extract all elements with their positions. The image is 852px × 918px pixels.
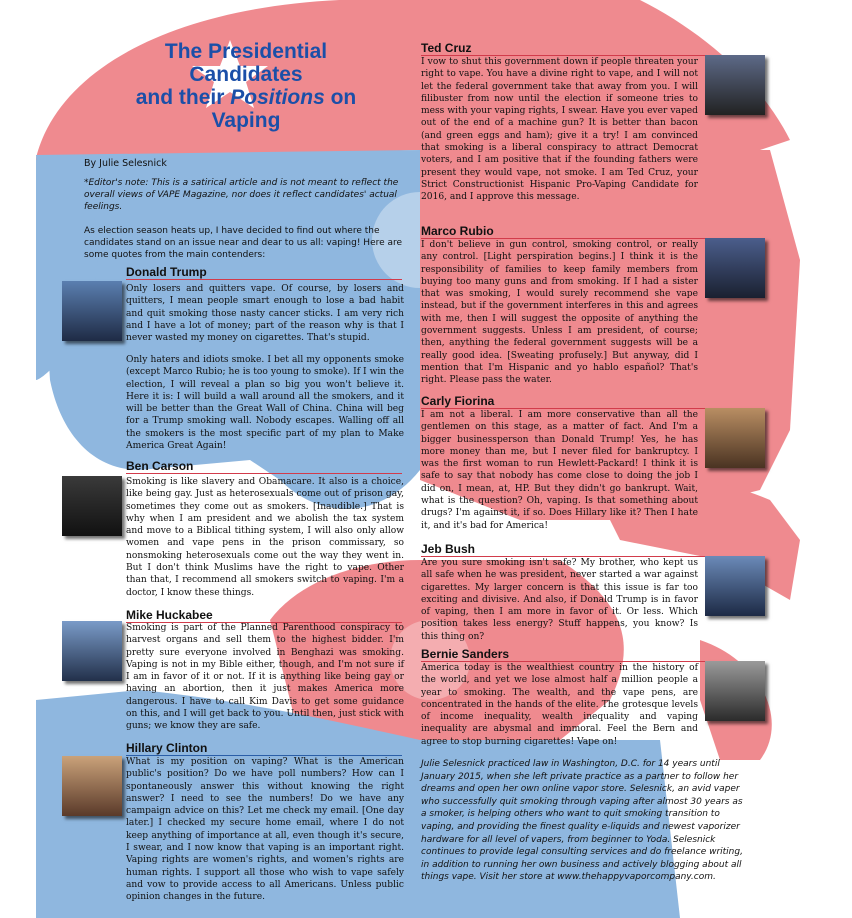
candidate-name-sanders: Bernie Sanders <box>421 648 764 662</box>
article-title <box>96 40 396 132</box>
cruz-quote: I vow to shut this government down if people threaten your right to vape. You have a divine right to vape, and I will not let the federal government take that away from you. I will filibuster from now until the election if someone tries to mess with your vaping rights, I swear. Have you ever vaped out of the end of a machine gun? It is better than bacon (and green eggs and ham); give it a try! I am convinced that smoking is a liberal conspiracy to attract Democrat voters, and I am positive that if the founding fathers were present they would vape, not smoke. I am Ted Cruz, your Strict Constructionist Hispanic Pro-Vaping Candidate for 2016, and I approve this message. <box>421 57 698 203</box>
byline: By Julie Selesnick <box>84 158 167 169</box>
candidate-name-fiorina: Carly Fiorina <box>421 395 764 409</box>
rubio-photo <box>705 238 765 298</box>
clinton-photo <box>62 756 122 816</box>
bush-quote: Are you sure smoking isn't safe? My brother, who kept us all safe when he was president, never started a war against cigarettes. My larger concern is that this issue is far too exciting and divisive. And also, if Donald Trump is in favor of vaping, then I am more in favor of it. Or less. Which position takes less energy? Stuff happens, you know? Is this thing on? <box>421 558 698 642</box>
editor-note: *Editor's note: This is a satirical article and is not meant to reflect the overall views of VAPE Magazine, nor does it reflect candidates' actual feelings. <box>84 178 399 212</box>
huckabee-quote: Smoking is part of the Planned Parenthood conspiracy to harvest organs and sell them to the highest bidder. I'm pretty sure everyone involved in Benghazi was smoking. Vaping is not in my Bible either, though, and I'm not sure if I am in favor of it or not. If it is anything like being gay or having an abortion, then it just makes America more dangerous. I have to call Kim Davis to get some guidance on this, and I will get back to you. Until then, just stick with guns; we know they are safe. <box>126 623 404 732</box>
candidate-name-huckabee: Mike Huckabee <box>126 609 402 623</box>
carson-quote: Smoking is like slavery and Obamacare. It also is a choice, like being gay. Just as heterosexuals come out of prison gay, sometimes they come out as smokers. [Inaudible.] That is why when I am president and we abolish the tax system and move to a Biblical tithing system, I will also only allow women and vape pens in the prison commissary, so nonsmoking heterosexuals come out the way they went in. But I don't think Muslims have the right to vape. Other than that, I recommend all smokers switch to vaping. I'm a doctor, I know these things. <box>126 477 404 598</box>
rubio-quote: I don't believe in gun control, smoking control, or really any control. [Light perspiration begins.] I think it is the responsibility of families to keep family members from buying too many guns and from smoking. If I had a sister that was smoking, I would surely recommend she vape instead, but if the government interferes in this and agrees with me, then I will suggest the opposite of anything the government suggests. Unless I am president, of course; then, anything the federal government suggests will be a really good idea. [Sweating profusely.] But anyway, did I mention that I'm Hispanic and yo hablo español? That's right. Please pass the water. <box>421 240 698 386</box>
candidate-name-carson: Ben Carson <box>126 460 402 474</box>
candidate-name-cruz: Ted Cruz <box>421 42 764 56</box>
trump-quote-1: Only losers and quitters vape. Of course, by losers and quitters, I mean people smart enough to lose a bad habit and quit smoking those nasty cancer sticks. I am very rich and I have a lot of money; part of the reason why is that I never wasted my money on cigarettes. That's stupid. <box>126 284 404 344</box>
sanders-quote: America today is the wealthiest country in the history of the world, and yet we lose almost half a million people a year to smoking. The wealth, and the vape pens, are concentrated in the hands of the elite. The grotesque levels of income inequality, wealth inequality and vaping inequality are abysmal and immoral. Feel the Bern and agree to stop burning cigarettes! Vape on! <box>421 663 698 747</box>
title-line-3: and their Positions on <box>135 86 357 109</box>
fiorina-photo <box>705 408 765 468</box>
title-line-4: Vaping <box>211 109 281 132</box>
author-bio: Julie Selesnick practiced law in Washington, D.C. for 14 years until January 2015, when she left private practice as a partner to follow her dreams and open her own online vapor store. Selesnick, an avid vaper who successfully quit smoking through vaping after almost 30 years as a smoker, is helping others who want to quit smoking transition to vaping, and providing the finest quality e-liquids and newest vaporizer hardware for all level of vapers, from beginner to Yoda. Selesnick continues to provide legal consulting services and do freelance writing, in addition to running her own business and actively blogging about all things vape. Visit her store at www.thehappyvaporcompany.com. <box>421 759 743 883</box>
trump-quote-2: Only haters and idiots smoke. I bet all my opponents smoke (except Marco Rubio; he is too young to smoke). If I win the election, I will reveal a plan so big you won't believe it. Here it is: I will build a wall around all the smokers, and it will be better than the Great Wall of China. China will beg for a Trump smoking wall. Nobody escapes. Walling off all the smokers is the most specific part of my plan to Make America Great Again! <box>126 355 404 452</box>
carson-photo <box>62 476 122 536</box>
title-line-2: Candidates <box>189 63 303 86</box>
candidate-name-clinton: Hillary Clinton <box>126 742 402 756</box>
bush-photo <box>705 556 765 616</box>
trump-photo <box>62 281 122 341</box>
candidate-name-rubio: Marco Rubio <box>421 225 764 239</box>
cruz-photo <box>705 55 765 115</box>
intro-paragraph: As election season heats up, I have decided to find out where the candidates stand on an issue near and dear to us all: vaping! Here are some quotes from the main contenders: <box>84 226 403 260</box>
fiorina-quote: I am not a liberal. I am more conservative than all the gentlemen on this stage, as a matter of fact. And I'm a bigger businessperson than Donald Trump! Yes, he has more money than me, but I never filed for bankruptcy. I was the first woman to run Hewlett-Packard! I think it is safe to say that nobody has come close to doing the job I did on, I mean, at, HP. But they didn't go bankrupt. Wait, what is the question? Oh, vaping. Is that something about drugs? I'm against it, if so. Does Hillary like it? Then I hate it, and it's bad for America! <box>421 410 698 531</box>
sanders-photo <box>705 661 765 721</box>
candidate-name-bush: Jeb Bush <box>421 543 764 557</box>
candidate-name-trump: Donald Trump <box>126 266 402 280</box>
huckabee-photo <box>62 621 122 681</box>
title-line-1: The Presidential <box>164 40 328 63</box>
clinton-quote: What is my position on vaping? What is the American public's position? Do we have poll numbers? How can I spontaneously answer this without knowing the right answer? I need to see the numbers! Do we have any campaign advice on this? Let me check my email. [One day later.] I checked my secure home email, where I do not keep anything of importance at all, even though it's secure, I swear, and I now know that vaping is an important right. Vaping rights are women's rights, and women's rights are human rights. I support all those who wish to vape safely and vow to provide access to all Americans. Unless public opinion changes in the future. <box>126 757 404 903</box>
